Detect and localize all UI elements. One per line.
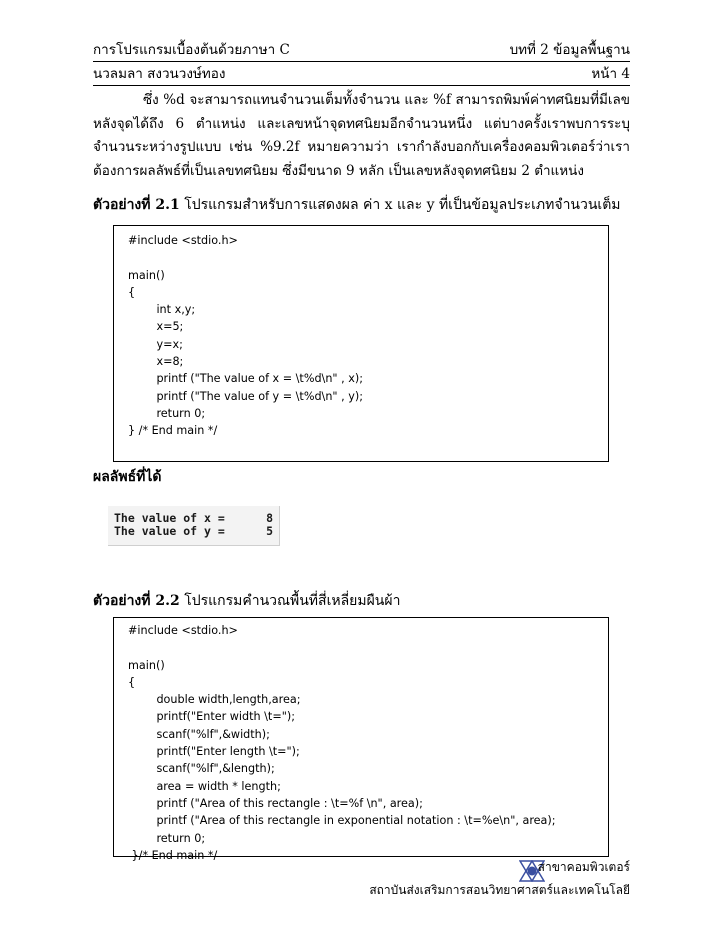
code-line: x=5;	[128, 320, 184, 334]
code-line: {	[128, 285, 136, 299]
header-rule-top	[93, 61, 630, 62]
code-line: return 0;	[128, 831, 206, 845]
header-page-number: หน้า 4	[591, 66, 630, 82]
example-1-label: ตัวอย่างที่ 2.1	[93, 197, 180, 213]
code-block-example-2	[113, 617, 609, 862]
code-line: } /* End main */	[128, 424, 218, 438]
code-line: printf ("Area of this rectangle in exponential notation : \t=%e\n", area);	[128, 814, 556, 828]
code-line: int x,y;	[128, 303, 196, 317]
console-value: 8	[266, 511, 273, 525]
header-chapter: บทที่ 2 ข้อมูลพื้นฐาน	[509, 42, 630, 58]
console-label: The value of y =	[114, 523, 225, 538]
example-2-caption	[93, 592, 400, 610]
footer-department: สาขาคอมพิวเตอร์	[537, 860, 630, 874]
console-line	[114, 512, 273, 525]
code-line	[128, 639, 594, 656]
result-heading: ผลลัพธ์ที่ได้	[93, 469, 162, 485]
code-line: area = width * length;	[128, 779, 281, 793]
code-line: printf ("The value of x = \t%d\n" , x);	[128, 372, 363, 386]
console-line	[114, 525, 273, 538]
code-line: scanf("%lf",&width);	[128, 727, 270, 741]
example-1-title: โปรแกรมสำหรับการแสดงผล ค่า x และ y ที่เป็นข้อมูลประเภทจำนวนเต็ม	[184, 197, 621, 213]
example-1-caption	[93, 196, 621, 214]
code-line: y=x;	[128, 337, 183, 351]
header-rule-bottom	[93, 85, 630, 86]
code-line: return 0;	[128, 406, 206, 420]
example-2-label: ตัวอย่างที่ 2.2	[93, 593, 180, 609]
code-line: printf ("The value of y = \t%d\n" , y);	[128, 389, 363, 403]
header-course-title: การโปรแกรมเบื้องต้นด้วยภาษา C	[93, 42, 290, 58]
code-block-example-1	[113, 225, 609, 462]
console-output	[108, 506, 280, 546]
code-line: main()	[128, 658, 165, 672]
code-line: x=8;	[128, 355, 184, 369]
code-line	[128, 249, 594, 266]
code-line: printf("Enter width \t=");	[128, 710, 295, 724]
code-line: main()	[128, 268, 165, 282]
code-line: double width,length,area;	[128, 693, 301, 707]
code-line: }/* End main */	[128, 848, 218, 862]
console-label: The value of x =	[114, 511, 225, 525]
header-author: นวลมลา สงวนวงษ์ทอง	[93, 66, 226, 82]
code-line: printf ("Area of this rectangle : \t=%f \n", area);	[128, 796, 423, 810]
example-2-title: โปรแกรมคำนวณพื้นที่สี่เหลี่ยมผืนผ้า	[184, 593, 401, 609]
code-line: #include <stdio.h>	[128, 234, 238, 247]
code-line: {	[128, 675, 136, 689]
code-line: scanf("%lf",&length);	[128, 762, 275, 776]
intro-paragraph: ซึ่ง %d จะสามารถแทนจำนวนเต็มทั้งจำนวน และ %f สามารถพิมพ์ค่าทศนิยมที่มีเลขหลังจุดได้ถึง 6 ตำแหน่ง และเลขหน้าจุดทศนิยมอีกจำนวนหนึ่ง แต่บางครั้งเราพบการระบุจำนวนระหว่างรูปแบบ เช่น %9.2f หมายความว่า เรากำลังบอกกับเครื่องคอมพิวเตอร์ว่าเราต้องการผลลัพธ์ที่เป็นเลขทศนิยม ซึ่งมีขนาด 9 หลัก เป็นเลขหลังจุดทศนิยม 2 ตำแหน่ง	[93, 92, 630, 179]
console-value: 5	[266, 523, 273, 538]
code-line: printf("Enter length \t=");	[128, 745, 300, 759]
code-line: #include <stdio.h>	[128, 624, 238, 637]
footer-institute: สถาบันส่งเสริมการสอนวิทยาศาสตร์และเทคโนโลยี	[369, 883, 630, 897]
